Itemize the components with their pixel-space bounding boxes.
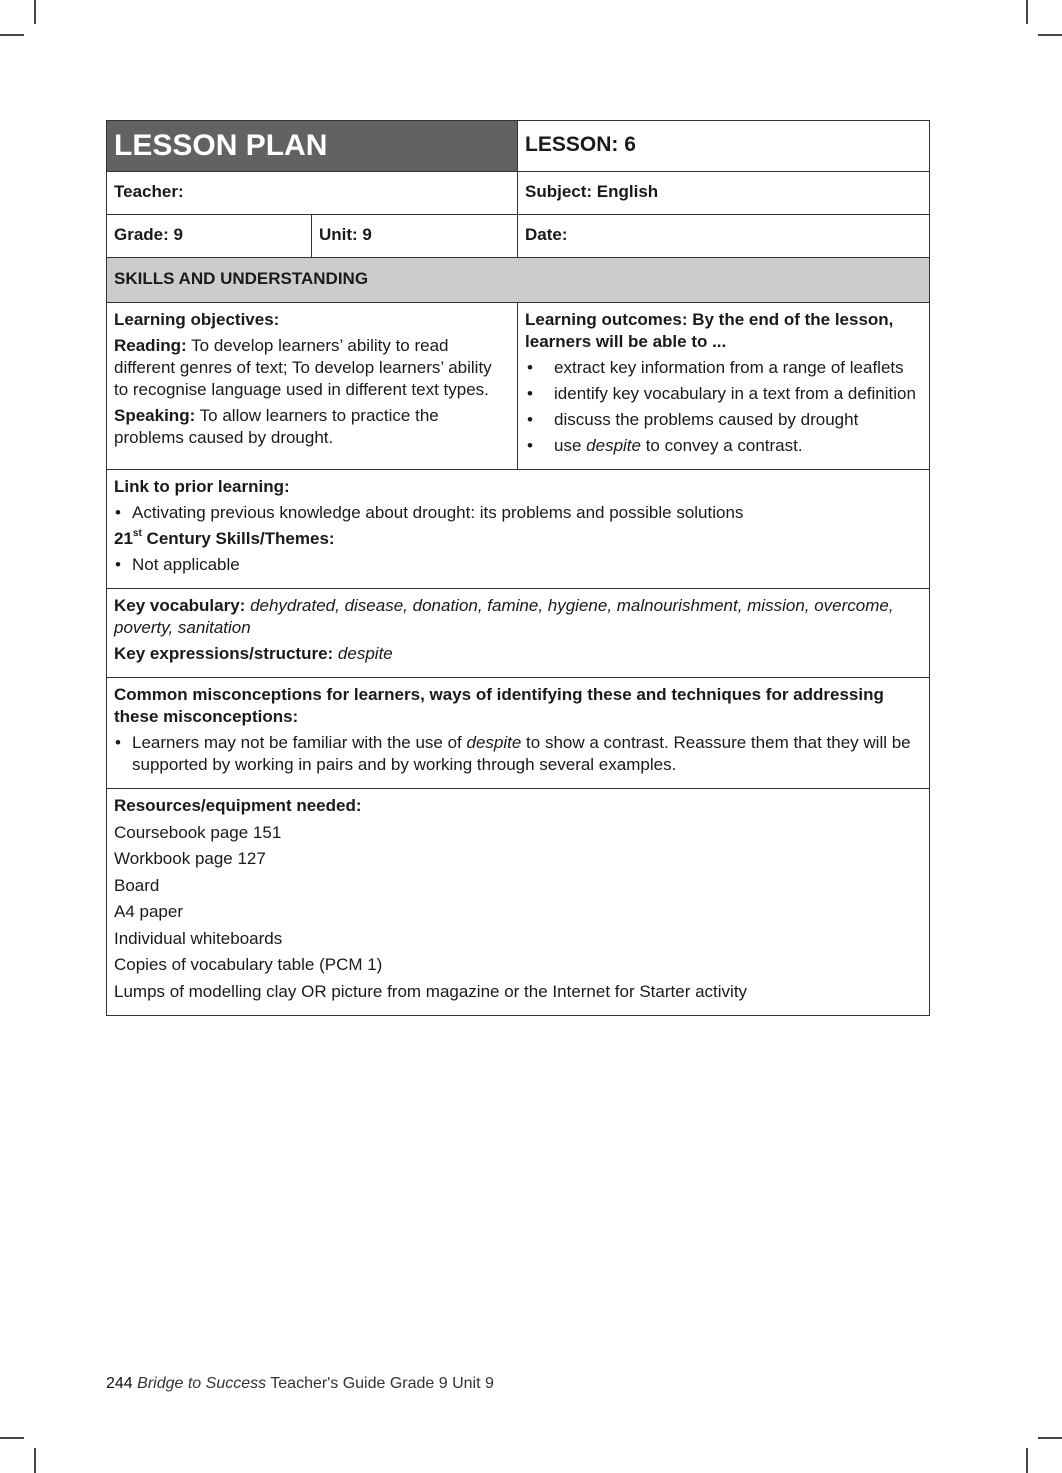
- heading-num: 21: [114, 529, 133, 548]
- learning-objectives-cell: [107, 303, 518, 470]
- century-skills-list: [114, 554, 922, 576]
- crop-mark-bottom-left-v: [34, 1448, 36, 1473]
- list-item: • extract key information from a range of leaflets: [525, 357, 922, 379]
- crop-mark-bottom-right-v: [1026, 1448, 1028, 1473]
- heading-rest: Century Skills/Themes:: [141, 529, 335, 548]
- header-row: [107, 121, 930, 172]
- crop-mark-top-left-h: [0, 34, 24, 36]
- item-suffix: to convey a contrast.: [640, 436, 803, 455]
- lesson-plan-table: [106, 120, 930, 1016]
- vocabulary-label: Key vocabulary:: [114, 596, 246, 615]
- teacher-subject-row: [107, 172, 930, 215]
- resource-item: Copies of vocabulary table (PCM 1): [114, 955, 383, 974]
- date-field: Date:: [518, 215, 930, 258]
- outcomes-list: [525, 357, 922, 457]
- misconceptions-heading: Common misconceptions for learners, ways of identifying these and techniques for addressing these misconceptions:: [114, 685, 884, 726]
- speaking-objective: [114, 405, 510, 449]
- list-item: • discuss the problems caused by drought: [525, 409, 922, 431]
- book-title: Bridge to Success: [137, 1375, 267, 1392]
- resources-cell: [107, 789, 930, 1016]
- grade-field: Grade: 9: [107, 215, 312, 258]
- misconceptions-row: [107, 678, 930, 789]
- footer-rest: Teacher's Guide Grade 9 Unit 9: [266, 1375, 494, 1392]
- key-vocabulary: [114, 595, 922, 639]
- speaking-text: To allow learners to practice the problems caused by drought.: [114, 406, 439, 447]
- section-title: SKILLS AND UNDERSTANDING: [107, 258, 930, 303]
- resource-item: Lumps of modelling clay OR picture from magazine or the Internet for Starter activity: [114, 981, 748, 1001]
- lesson-plan-title: LESSON PLAN: [107, 121, 518, 172]
- grade-unit-date-row: [107, 215, 930, 258]
- resource-item: Board: [114, 875, 160, 895]
- resource-item: Individual whiteboards: [114, 928, 283, 948]
- resource-item: Coursebook page 151: [114, 822, 282, 842]
- prior-learning-heading: Link to prior learning:: [114, 477, 290, 496]
- list-item: [114, 732, 922, 776]
- teacher-field: Teacher:: [107, 172, 518, 215]
- resource-item: Workbook page 127: [114, 849, 266, 868]
- item-suffix: to show a contrast. Reassure them that they will be supported by working in pairs and by working through several examples.: [132, 733, 911, 774]
- prior-learning-row: [107, 470, 930, 589]
- crop-mark-bottom-right-h: [1038, 1437, 1062, 1439]
- lesson-number: LESSON: 6: [518, 121, 930, 172]
- item-italic: despite: [466, 733, 522, 752]
- speaking-label: Speaking:: [114, 406, 196, 425]
- misconceptions-list: [114, 732, 922, 776]
- list-item: [525, 435, 922, 457]
- reading-objective: [114, 335, 510, 401]
- prior-learning-list: [114, 502, 922, 524]
- century-skills-heading: [114, 528, 922, 550]
- crop-mark-top-right-h: [1038, 34, 1062, 36]
- objectives-heading: Learning objectives:: [114, 310, 280, 329]
- subject-field: Subject: English: [518, 172, 930, 215]
- expressions-label: Key expressions/structure:: [114, 644, 334, 663]
- skills-section-row: [107, 258, 930, 303]
- crop-mark-bottom-left-h: [0, 1437, 24, 1439]
- page-number: 244: [106, 1375, 133, 1392]
- crop-mark-top-right-v: [1026, 0, 1028, 24]
- reading-label: Reading:: [114, 336, 187, 355]
- resources-heading: Resources/equipment needed:: [114, 796, 362, 815]
- list-item: • identify key vocabulary in a text from a definition: [525, 383, 922, 405]
- vocabulary-row: [107, 589, 930, 678]
- page-footer: [106, 1375, 494, 1393]
- heading-sup: st: [132, 528, 142, 539]
- resource-item: A4 paper: [114, 902, 183, 921]
- resources-row: [107, 789, 930, 1016]
- list-item: • Not applicable: [114, 554, 922, 576]
- vocabulary-words: dehydrated, disease, donation, famine, hygiene, malnourishment, mission, overcome, poverty, sanitation: [114, 596, 894, 637]
- expressions-value: despite: [333, 644, 393, 663]
- prior-learning-cell: [107, 470, 930, 589]
- item-prefix: Learners may not be familiar with the use of: [132, 733, 467, 752]
- item-italic: despite: [586, 436, 641, 455]
- vocabulary-cell: [107, 589, 930, 678]
- item-prefix: use: [554, 436, 587, 455]
- outcomes-heading: Learning outcomes: By the end of the lesson, learners will be able to ...: [525, 310, 894, 351]
- reading-text: To develop learners’ ability to read different genres of text; To develop learners’ ability to recognise language used in different text types.: [114, 336, 492, 399]
- list-item: • Activating previous knowledge about drought: its problems and possible solutions: [114, 502, 922, 524]
- objectives-outcomes-row: [107, 303, 930, 470]
- key-expressions: [114, 643, 922, 665]
- unit-field: Unit: 9: [312, 215, 518, 258]
- misconceptions-cell: [107, 678, 930, 789]
- learning-outcomes-cell: [518, 303, 930, 470]
- crop-mark-top-left-v: [34, 0, 36, 24]
